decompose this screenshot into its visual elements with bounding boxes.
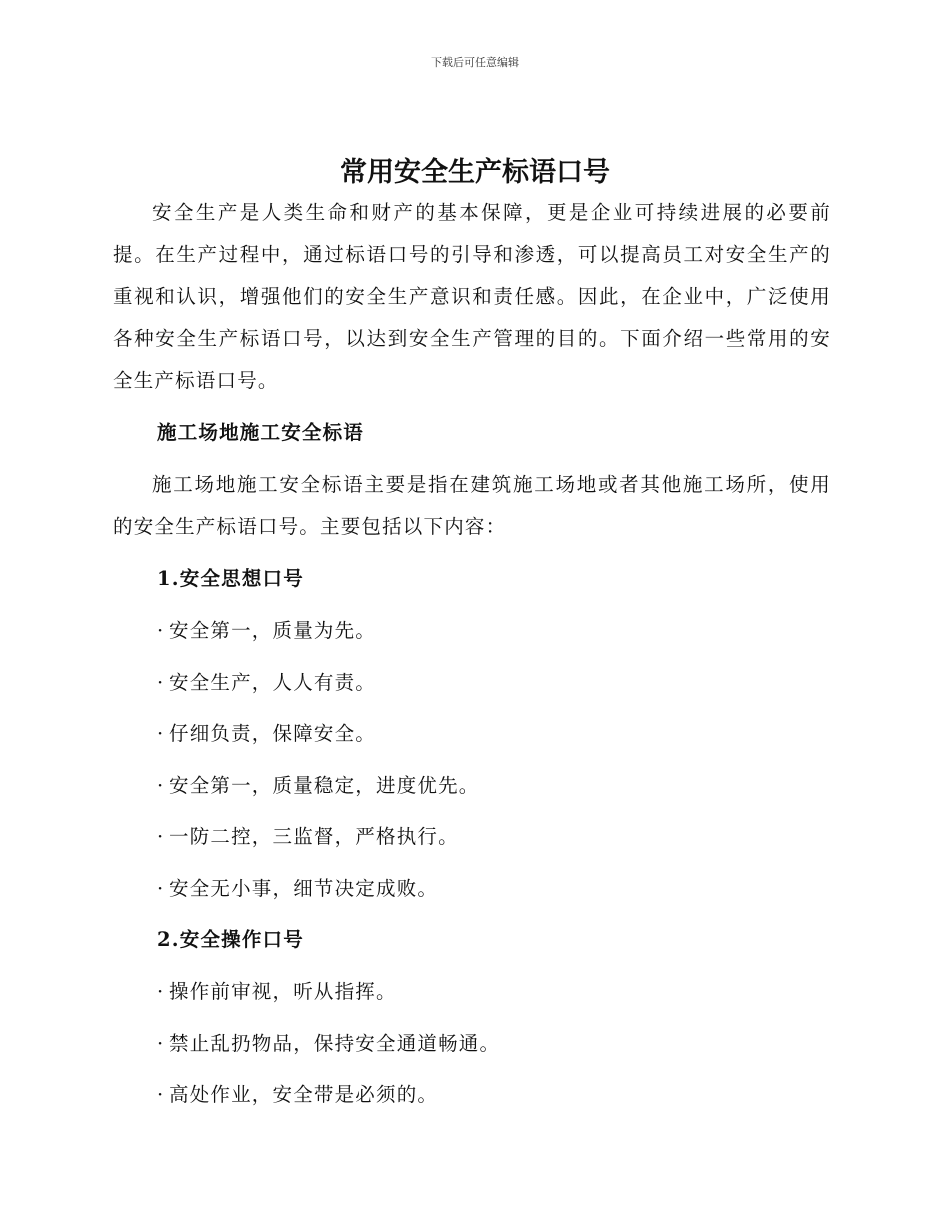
list-item: · 安全生产，人人有责。 xyxy=(113,662,831,704)
bullet-icon: · xyxy=(157,773,165,797)
group-list-1 xyxy=(113,610,831,910)
bullet-icon: · xyxy=(157,876,165,900)
bullet-icon: · xyxy=(157,1083,165,1106)
list-item: · 仔细负责，保障安全。 xyxy=(113,713,831,755)
group-heading-1: 1.安全思想口号 xyxy=(157,567,304,590)
list-item: · 安全无小事，细节决定成败。 xyxy=(113,868,831,910)
bullet-icon: · xyxy=(157,619,165,642)
list-item: · 安全第一，质量稳定，进度优先。 xyxy=(113,765,831,807)
bullet-icon: · xyxy=(157,670,165,694)
section-paragraph: 施工场地施工安全标语主要是指在建筑施工场地或者其他施工场所，使用的安全生产标语口号。主要包括以下内容： xyxy=(113,473,831,538)
list-item: · 操作前审视，听从指挥。 xyxy=(113,971,831,1013)
document-body xyxy=(113,192,831,1126)
section-heading: 施工场地施工安全标语 xyxy=(157,421,365,444)
page-title: 常用安全生产标语口号 xyxy=(340,157,610,188)
list-item: · 一防二控，三监督，严格执行。 xyxy=(113,816,831,858)
header-note: 下载后可任意编辑 xyxy=(431,56,519,69)
bullet-icon: · xyxy=(157,1031,165,1055)
bullet-icon: · xyxy=(157,825,165,848)
intro-paragraph: 安全生产是人类生命和财产的基本保障，更是企业可持续进展的必要前提。在生产过程中，通过标语口号的引导和渗透，可以提高员工对安全生产的重视和认识，增强他们的安全生产意识和责任感。因此，在企业中，广泛使用各种安全生产标语口号，以达到安全生产管理的目的。下面介绍一些常用的安全生产标语口号。 xyxy=(113,201,831,392)
group-list-2 xyxy=(113,971,831,1116)
group-heading-2: 2.安全操作口号 xyxy=(157,928,304,951)
list-item: · 高处作业，安全带是必须的。 xyxy=(113,1074,831,1116)
list-item: · 安全第一，质量为先。 xyxy=(113,610,831,652)
bullet-icon: · xyxy=(157,980,165,1003)
bullet-icon: · xyxy=(157,722,165,745)
list-item: · 禁止乱扔物品，保持安全通道畅通。 xyxy=(113,1023,831,1065)
